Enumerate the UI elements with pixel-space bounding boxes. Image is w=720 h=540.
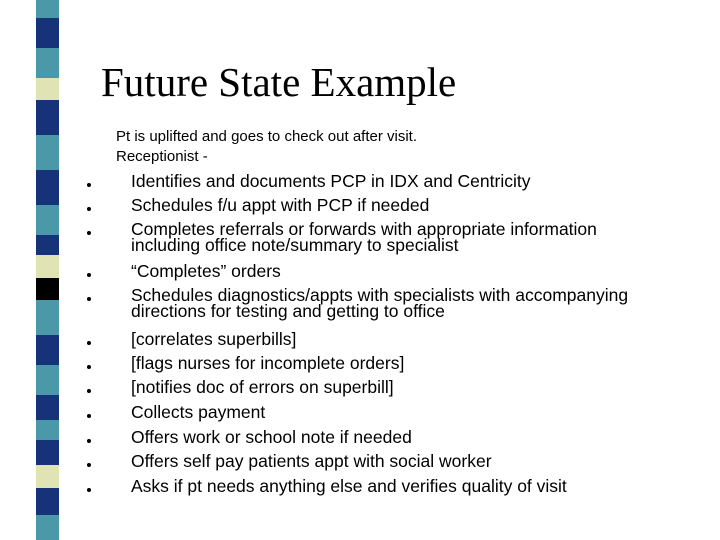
stripe-segment (36, 420, 59, 440)
bullet-text: Asks if pt needs anything else and verifies quality of visit (131, 476, 567, 496)
intro-line: Receptionist - (116, 148, 208, 165)
stripe-segment (36, 278, 59, 300)
slide-title: Future State Example (101, 59, 457, 105)
bullet-text: Offers self pay patients appt with social worker (131, 451, 492, 471)
bullet-dot (87, 389, 91, 393)
decorative-color-stripe (36, 0, 59, 540)
bullet-dot (87, 273, 91, 277)
bullet-text: Identifies and documents PCP in IDX and Centricity (131, 171, 531, 191)
stripe-segment (36, 135, 59, 170)
bullet-dot (87, 183, 91, 187)
bullet-dot (87, 365, 91, 369)
stripe-segment (36, 300, 59, 335)
bullet-text: “Completes” orders (131, 261, 281, 281)
bullet-text: Completes referrals or forwards with appropriate information including office note/summary to specialist (131, 219, 597, 255)
bullet-dot (87, 463, 91, 467)
stripe-segment (36, 465, 59, 488)
stripe-segment (36, 515, 59, 540)
intro-line: Pt is uplifted and goes to check out after visit. (116, 128, 417, 145)
bullet-dot (87, 207, 91, 211)
stripe-segment (36, 235, 59, 255)
bullet-dot (87, 488, 91, 492)
bullet-dot (87, 439, 91, 443)
stripe-segment (36, 395, 59, 420)
stripe-segment (36, 48, 59, 78)
stripe-segment (36, 18, 59, 48)
bullet-text: Schedules diagnostics/appts with specialists with accompanying directions for testing and getting to office (131, 285, 629, 321)
bullet-text: [flags nurses for incomplete orders] (131, 353, 405, 373)
bullet-dot (87, 297, 91, 301)
bullet-dot (87, 341, 91, 345)
stripe-segment (36, 335, 59, 365)
stripe-segment (36, 365, 59, 395)
stripe-segment (36, 440, 59, 465)
bullet-dot (87, 231, 91, 235)
bullet-dot (87, 414, 91, 418)
stripe-segment (36, 0, 59, 18)
bullet-text: [notifies doc of errors on superbill] (131, 377, 394, 397)
intro-text (116, 127, 417, 167)
stripe-segment (36, 170, 59, 205)
bullet-text: Collects payment (131, 402, 266, 422)
bullet-text: [correlates superbills] (131, 329, 297, 349)
stripe-segment (36, 255, 59, 278)
bullet-text: Schedules f/u appt with PCP if needed (131, 195, 430, 215)
stripe-segment (36, 78, 59, 100)
bullet-text: Offers work or school note if needed (131, 427, 412, 447)
stripe-segment (36, 488, 59, 515)
stripe-segment (36, 100, 59, 135)
stripe-segment (36, 205, 59, 235)
